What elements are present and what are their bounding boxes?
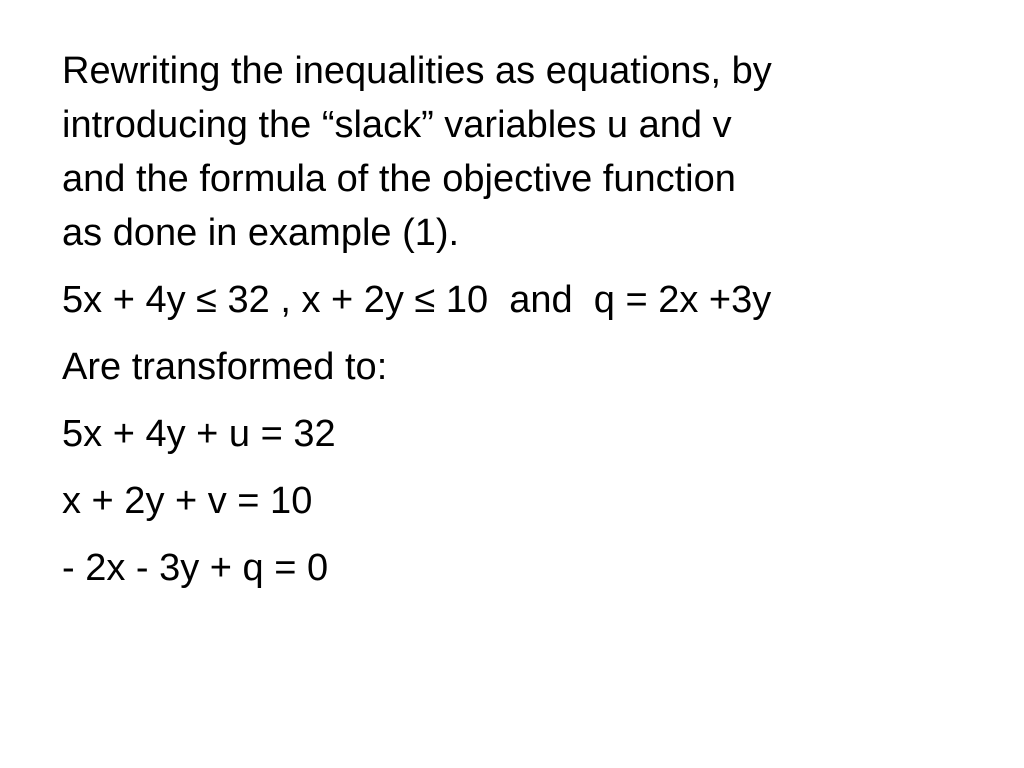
intro-line-1: Rewriting the inequalities as equations, by <box>62 50 772 92</box>
inequalities-paragraph <box>62 273 962 327</box>
equation-3-paragraph <box>62 541 962 595</box>
equation-1-paragraph <box>62 407 962 461</box>
transform-label-paragraph <box>62 340 962 394</box>
intro-line-2: introducing the “slack” variables u and v <box>62 104 732 146</box>
equation-2-line: x + 2y + v = 10 <box>62 480 313 522</box>
intro-paragraph <box>62 44 962 260</box>
inequalities-line: 5x + 4y ≤ 32 , x + 2y ≤ 10 and q = 2x +3y <box>62 279 772 321</box>
intro-line-3: and the formula of the objective function <box>62 158 736 200</box>
intro-line-4: as done in example (1). <box>62 212 460 254</box>
equation-2-paragraph <box>62 474 962 528</box>
equation-1-line: 5x + 4y + u = 32 <box>62 413 336 455</box>
transform-label-line: Are transformed to: <box>62 346 388 388</box>
equation-3-line: - 2x - 3y + q = 0 <box>62 547 329 589</box>
slide-body <box>62 44 962 608</box>
